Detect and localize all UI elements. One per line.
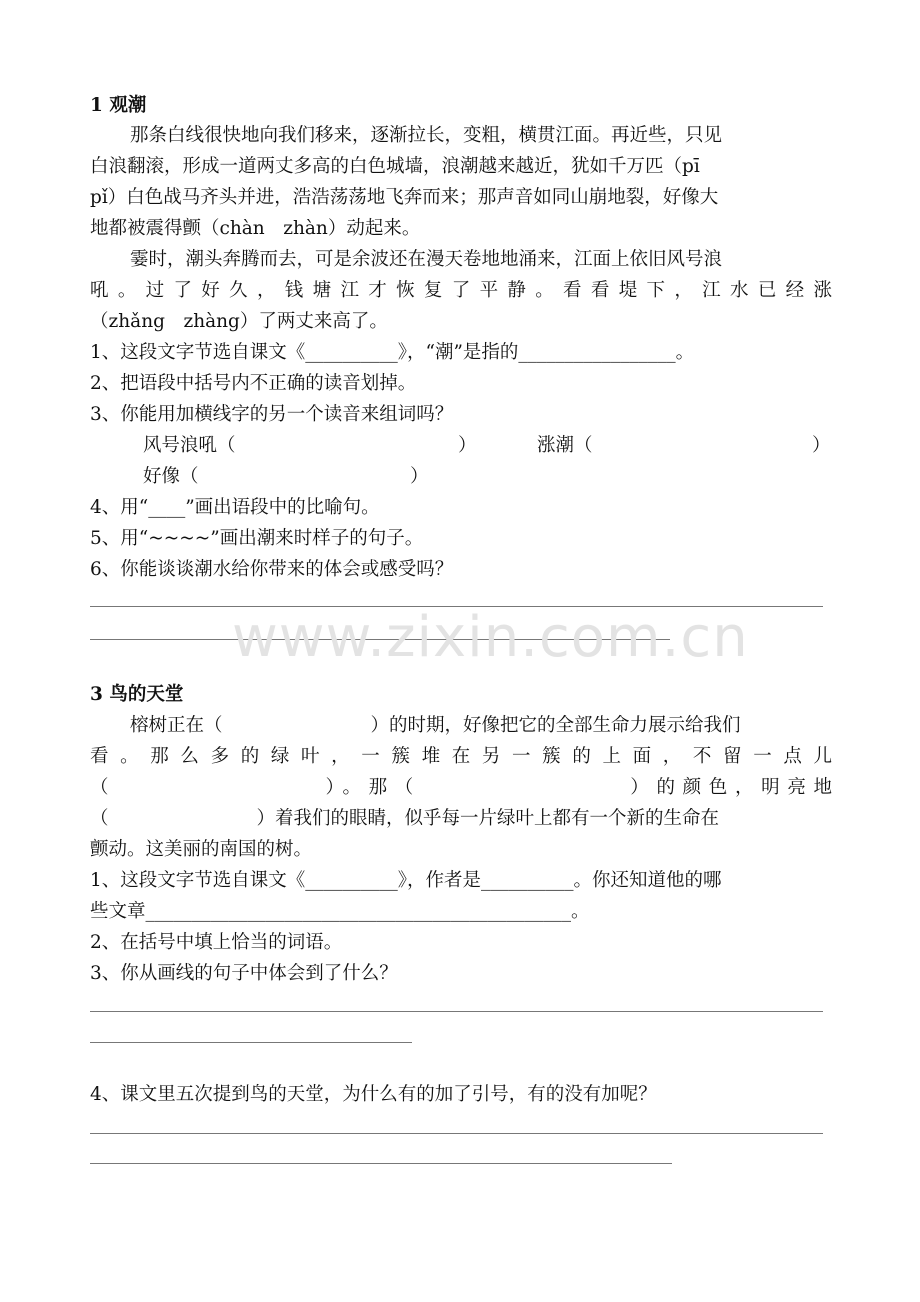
passage-line: 那条白线很快地向我们移来，逐渐拉长，变粗，横贯江面。再近些，只见 xyxy=(130,125,723,146)
q3-word-haoxiang: 好像（ xyxy=(143,466,199,487)
answer-line[interactable] xyxy=(90,1133,823,1134)
passage-line: （ ）。那（ ）的颜色，明亮地 xyxy=(90,777,832,798)
passage-line: 地都被震得颤（chàn zhàn）动起来。 xyxy=(90,218,421,239)
question-2: 2、在括号中填上恰当的词语。 xyxy=(90,932,343,953)
passage-line: 颤动。这美丽的南国的树。 xyxy=(90,839,313,860)
passage-line: 霎时，潮头奔腾而去，可是余波还在漫天卷地地涌来，江面上依旧风号浪 xyxy=(130,249,723,270)
passage-line: 吼。过了好久，钱塘江才恢复了平静。看看堤下，江水已经涨 xyxy=(90,280,832,301)
section-title-guanchao: 1 观潮 xyxy=(90,95,147,116)
question-1: 1、这段文字节选自课文《__________》，“潮”是指的_________________。 xyxy=(90,342,695,363)
q3-word-fenghao: 风号浪吼（ xyxy=(143,435,236,456)
q3-paren-close: ） xyxy=(410,466,429,487)
passage-line: 看。那么多的绿叶，一簇堆在另一簇的上面，不留一点儿 xyxy=(90,746,832,767)
passage-line: 榕树正在（ ）的时期，好像把它的全部生命力展示给我们 xyxy=(130,715,741,736)
passage-line: pǐ）白色战马齐头并进，浩浩荡荡地飞奔而来；那声音如同山崩地裂，好像大 xyxy=(90,187,719,208)
question-1-cont: 些文章______________________________________________。 xyxy=(90,901,590,922)
q3-word-zhangchao: 涨潮（ xyxy=(537,435,593,456)
answer-line[interactable] xyxy=(90,1163,672,1164)
question-2: 2、把语段中括号内不正确的读音划掉。 xyxy=(90,373,417,394)
question-4: 4、课文里五次提到鸟的天堂，为什么有的加了引号，有的没有加呢？ xyxy=(90,1084,657,1105)
passage-line: （ ）着我们的眼睛，似乎每一片绿叶上都有一个新的生命在 xyxy=(90,808,720,829)
question-5: 5、用“~~~~”画出潮来时样子的句子。 xyxy=(90,528,424,549)
question-6: 6、你能谈谈潮水给你带来的体会或感受吗？ xyxy=(90,559,454,580)
passage-line: 白浪翻滚，形成一道两丈多高的白色城墙，浪潮越来越近，犹如千万匹（pī xyxy=(90,156,700,177)
question-3: 3、你能用加横线字的另一个读音来组词吗？ xyxy=(90,404,454,425)
answer-line[interactable] xyxy=(90,1042,412,1043)
question-1: 1、这段文字节选自课文《__________》，作者是__________。你还知道他的哪 xyxy=(90,870,722,891)
watermark: www.zixin.com.cn xyxy=(232,605,749,670)
q3-paren-close: ） xyxy=(458,435,477,456)
passage-line: （zhǎng zhàng）了两丈来高了。 xyxy=(90,311,388,332)
section-title-niaodetiantang: 3 鸟的天堂 xyxy=(90,684,184,705)
answer-line[interactable] xyxy=(90,1011,823,1012)
q3-paren-close: ） xyxy=(812,435,831,456)
question-4: 4、用“____”画出语段中的比喻句。 xyxy=(90,497,380,518)
question-3: 3、你从画线的句子中体会到了什么？ xyxy=(90,963,398,984)
